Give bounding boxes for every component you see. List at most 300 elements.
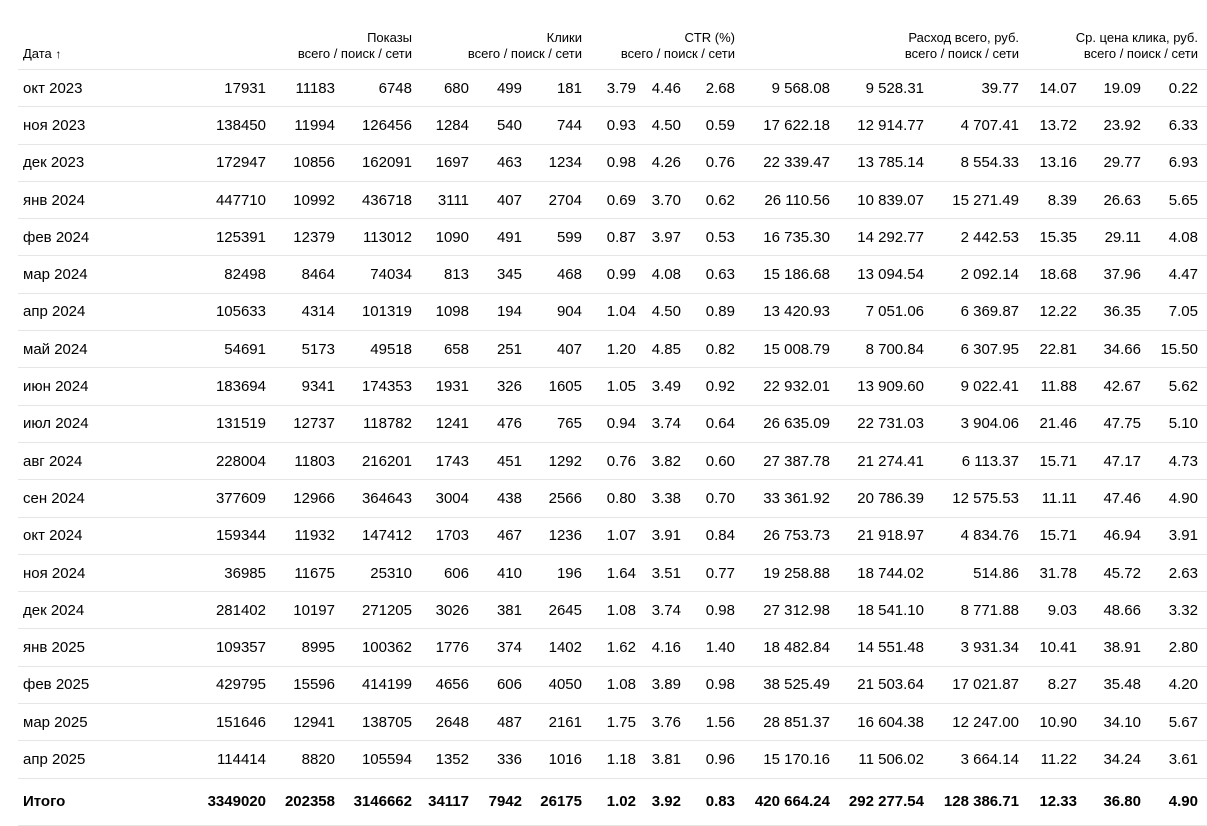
cell-value: 183694 — [128, 368, 275, 405]
cell-value: 0.70 — [690, 480, 744, 517]
cell-value: 74034 — [344, 256, 421, 293]
row-date: фев 2024 — [18, 219, 128, 256]
cell-value: 47.17 — [1086, 442, 1150, 479]
cell-value: 3.70 — [645, 181, 690, 218]
cell-value: 39.77 — [933, 70, 1028, 107]
cell-value: 9 568.08 — [744, 70, 839, 107]
row-date: Итого — [18, 778, 128, 825]
cell-value: 21 503.64 — [839, 666, 933, 703]
cell-value: 12 247.00 — [933, 704, 1028, 741]
cell-value: 3.38 — [645, 480, 690, 517]
cell-value: 4.73 — [1150, 442, 1207, 479]
row-date: апр 2025 — [18, 741, 128, 778]
cell-value: 11675 — [275, 554, 344, 591]
table-row — [18, 368, 1207, 405]
cell-value: 606 — [478, 666, 531, 703]
cell-value: 1284 — [421, 107, 478, 144]
cell-value: 125391 — [128, 219, 275, 256]
cell-value: 5.10 — [1150, 405, 1207, 442]
cell-value: 4.16 — [645, 629, 690, 666]
cell-value: 0.77 — [690, 554, 744, 591]
cell-value: 9 528.31 — [839, 70, 933, 107]
cell-value: 3.49 — [645, 368, 690, 405]
cell-value: 162091 — [344, 144, 421, 181]
table-row — [18, 181, 1207, 218]
cell-value: 1.62 — [591, 629, 645, 666]
cell-value: 0.80 — [591, 480, 645, 517]
cell-value: 4.50 — [645, 107, 690, 144]
cell-value: 0.89 — [690, 293, 744, 330]
cell-value: 680 — [421, 70, 478, 107]
cell-value: 34.66 — [1086, 331, 1150, 368]
cell-value: 7 051.06 — [839, 293, 933, 330]
cell-value: 476 — [478, 405, 531, 442]
cell-value: 345 — [478, 256, 531, 293]
cell-value: 216201 — [344, 442, 421, 479]
cell-value: 2645 — [531, 592, 591, 629]
cell-value: 3.51 — [645, 554, 690, 591]
cell-value: 6748 — [344, 70, 421, 107]
cell-value: 4314 — [275, 293, 344, 330]
cell-value: 4.90 — [1150, 778, 1207, 825]
cell-value: 4.08 — [1150, 219, 1207, 256]
cell-value: 26175 — [531, 778, 591, 825]
stats-table — [18, 30, 1207, 826]
cell-value: 12.33 — [1028, 778, 1086, 825]
cell-value: 6.33 — [1150, 107, 1207, 144]
cell-value: 10 839.07 — [839, 181, 933, 218]
cell-value: 467 — [478, 517, 531, 554]
cell-value: 14.07 — [1028, 70, 1086, 107]
cell-value: 1236 — [531, 517, 591, 554]
table-row — [18, 554, 1207, 591]
cell-value: 38 525.49 — [744, 666, 839, 703]
cell-value: 15.35 — [1028, 219, 1086, 256]
cell-value: 336 — [478, 741, 531, 778]
cell-value: 194 — [478, 293, 531, 330]
cell-value: 15596 — [275, 666, 344, 703]
table-row — [18, 629, 1207, 666]
cell-value: 5.62 — [1150, 368, 1207, 405]
cell-value: 514.86 — [933, 554, 1028, 591]
cell-value: 3 931.34 — [933, 629, 1028, 666]
cell-value: 0.83 — [690, 778, 744, 825]
cell-value: 15.50 — [1150, 331, 1207, 368]
cell-value: 6 307.95 — [933, 331, 1028, 368]
cell-value: 47.46 — [1086, 480, 1150, 517]
cell-value: 15.71 — [1028, 517, 1086, 554]
cell-value: 410 — [478, 554, 531, 591]
table-row — [18, 70, 1207, 107]
cell-value: 3.82 — [645, 442, 690, 479]
cell-value: 1743 — [421, 442, 478, 479]
cell-value: 0.62 — [690, 181, 744, 218]
cell-value: 12.22 — [1028, 293, 1086, 330]
cell-value: 1.08 — [591, 666, 645, 703]
sort-arrow-up-icon: ↑ — [55, 47, 62, 61]
cell-value: 17 622.18 — [744, 107, 839, 144]
cell-value: 11183 — [275, 70, 344, 107]
cell-value: 9.03 — [1028, 592, 1086, 629]
stats-table-container — [18, 30, 1207, 826]
cell-value: 34.24 — [1086, 741, 1150, 778]
cell-value: 196 — [531, 554, 591, 591]
row-date: июн 2024 — [18, 368, 128, 405]
cell-value: 13 909.60 — [839, 368, 933, 405]
cell-value: 35.48 — [1086, 666, 1150, 703]
cell-value: 3.74 — [645, 592, 690, 629]
cell-value: 49518 — [344, 331, 421, 368]
cell-value: 12 575.53 — [933, 480, 1028, 517]
cell-value: 4.90 — [1150, 480, 1207, 517]
cell-value: 138705 — [344, 704, 421, 741]
cell-value: 4.46 — [645, 70, 690, 107]
cell-value: 25310 — [344, 554, 421, 591]
cell-value: 8820 — [275, 741, 344, 778]
cell-value: 491 — [478, 219, 531, 256]
table-row — [18, 741, 1207, 778]
cell-value: 2.80 — [1150, 629, 1207, 666]
cell-value: 45.72 — [1086, 554, 1150, 591]
cell-value: 8995 — [275, 629, 344, 666]
cell-value: 0.76 — [591, 442, 645, 479]
cell-value: 100362 — [344, 629, 421, 666]
cell-value: 1.04 — [591, 293, 645, 330]
cell-value: 48.66 — [1086, 592, 1150, 629]
cell-value: 744 — [531, 107, 591, 144]
cell-value: 374 — [478, 629, 531, 666]
row-date: мар 2024 — [18, 256, 128, 293]
cell-value: 414199 — [344, 666, 421, 703]
cell-value: 1352 — [421, 741, 478, 778]
cell-value: 451 — [478, 442, 531, 479]
cell-value: 19.09 — [1086, 70, 1150, 107]
cell-value: 3026 — [421, 592, 478, 629]
cell-value: 499 — [478, 70, 531, 107]
cell-value: 113012 — [344, 219, 421, 256]
cell-value: 4.08 — [645, 256, 690, 293]
cell-value: 126456 — [344, 107, 421, 144]
cell-value: 1402 — [531, 629, 591, 666]
cell-value: 10.90 — [1028, 704, 1086, 741]
cell-value: 381 — [478, 592, 531, 629]
cell-value: 436718 — [344, 181, 421, 218]
cell-value: 2161 — [531, 704, 591, 741]
cell-value: 13.72 — [1028, 107, 1086, 144]
cell-value: 12379 — [275, 219, 344, 256]
cell-value: 36985 — [128, 554, 275, 591]
cell-value: 21 274.41 — [839, 442, 933, 479]
cell-value: 28 851.37 — [744, 704, 839, 741]
cell-value: 147412 — [344, 517, 421, 554]
cell-value: 4050 — [531, 666, 591, 703]
cell-value: 3.91 — [645, 517, 690, 554]
cell-value: 0.87 — [591, 219, 645, 256]
cell-value: 3.89 — [645, 666, 690, 703]
cell-value: 202358 — [275, 778, 344, 825]
cell-value: 438 — [478, 480, 531, 517]
cell-value: 15 186.68 — [744, 256, 839, 293]
cell-value: 18 482.84 — [744, 629, 839, 666]
cell-value: 4.26 — [645, 144, 690, 181]
cell-value: 0.22 — [1150, 70, 1207, 107]
cell-value: 101319 — [344, 293, 421, 330]
cell-value: 3111 — [421, 181, 478, 218]
cell-value: 429795 — [128, 666, 275, 703]
cell-value: 82498 — [128, 256, 275, 293]
cell-value: 128 386.71 — [933, 778, 1028, 825]
cell-value: 181 — [531, 70, 591, 107]
cell-value: 8.27 — [1028, 666, 1086, 703]
cell-value: 1241 — [421, 405, 478, 442]
cell-value: 159344 — [128, 517, 275, 554]
cell-value: 3.74 — [645, 405, 690, 442]
cell-value: 1.07 — [591, 517, 645, 554]
column-header-ctr[interactable]: CTR (%) всего / поиск / сети — [591, 30, 744, 70]
cell-value: 8 700.84 — [839, 331, 933, 368]
cell-value: 447710 — [128, 181, 275, 218]
cell-value: 27 387.78 — [744, 442, 839, 479]
table-row — [18, 144, 1207, 181]
cell-value: 11994 — [275, 107, 344, 144]
cell-value: 151646 — [128, 704, 275, 741]
cell-value: 13 785.14 — [839, 144, 933, 181]
cell-value: 8464 — [275, 256, 344, 293]
cell-value: 47.75 — [1086, 405, 1150, 442]
table-row — [18, 480, 1207, 517]
cell-value: 3146662 — [344, 778, 421, 825]
cell-value: 13 094.54 — [839, 256, 933, 293]
cell-value: 540 — [478, 107, 531, 144]
cell-value: 34.10 — [1086, 704, 1150, 741]
cell-value: 26 110.56 — [744, 181, 839, 218]
column-header-date[interactable]: Дата ↑ — [18, 30, 128, 70]
cell-value: 5.65 — [1150, 181, 1207, 218]
cell-value: 606 — [421, 554, 478, 591]
cell-value: 487 — [478, 704, 531, 741]
cell-value: 22 932.01 — [744, 368, 839, 405]
cell-value: 0.92 — [690, 368, 744, 405]
cell-value: 326 — [478, 368, 531, 405]
cell-value: 16 735.30 — [744, 219, 839, 256]
cell-value: 271205 — [344, 592, 421, 629]
cell-value: 468 — [531, 256, 591, 293]
cell-value: 2.63 — [1150, 554, 1207, 591]
cell-value: 19 258.88 — [744, 554, 839, 591]
cell-value: 12966 — [275, 480, 344, 517]
cell-value: 138450 — [128, 107, 275, 144]
cell-value: 29.77 — [1086, 144, 1150, 181]
cell-value: 0.59 — [690, 107, 744, 144]
table-row — [18, 331, 1207, 368]
cell-value: 14 551.48 — [839, 629, 933, 666]
cell-value: 1.02 — [591, 778, 645, 825]
table-row — [18, 592, 1207, 629]
row-date: дек 2023 — [18, 144, 128, 181]
cell-value: 18 744.02 — [839, 554, 933, 591]
cell-value: 0.94 — [591, 405, 645, 442]
cell-value: 10992 — [275, 181, 344, 218]
cell-value: 420 664.24 — [744, 778, 839, 825]
cell-value: 1703 — [421, 517, 478, 554]
cell-value: 172947 — [128, 144, 275, 181]
cell-value: 0.99 — [591, 256, 645, 293]
cell-value: 3 664.14 — [933, 741, 1028, 778]
cell-value: 11803 — [275, 442, 344, 479]
cell-value: 54691 — [128, 331, 275, 368]
cell-value: 118782 — [344, 405, 421, 442]
cell-value: 1.08 — [591, 592, 645, 629]
cell-value: 10197 — [275, 592, 344, 629]
cell-value: 11.22 — [1028, 741, 1086, 778]
cell-value: 3.61 — [1150, 741, 1207, 778]
cell-value: 3.32 — [1150, 592, 1207, 629]
cell-value: 1098 — [421, 293, 478, 330]
cell-value: 1016 — [531, 741, 591, 778]
cell-value: 12737 — [275, 405, 344, 442]
cell-value: 13.16 — [1028, 144, 1086, 181]
cell-value: 1.64 — [591, 554, 645, 591]
cell-value: 0.60 — [690, 442, 744, 479]
cell-value: 463 — [478, 144, 531, 181]
row-date: дек 2024 — [18, 592, 128, 629]
cell-value: 31.78 — [1028, 554, 1086, 591]
cell-value: 12 914.77 — [839, 107, 933, 144]
cell-value: 1931 — [421, 368, 478, 405]
table-row — [18, 704, 1207, 741]
cell-value: 1.18 — [591, 741, 645, 778]
cell-value: 4.85 — [645, 331, 690, 368]
cell-value: 10856 — [275, 144, 344, 181]
row-date: ноя 2024 — [18, 554, 128, 591]
cell-value: 109357 — [128, 629, 275, 666]
table-row — [18, 666, 1207, 703]
column-header-spend[interactable]: Расход всего, руб. всего / поиск / сети — [744, 30, 1028, 70]
cell-value: 15 008.79 — [744, 331, 839, 368]
cell-value: 5173 — [275, 331, 344, 368]
cell-value: 105594 — [344, 741, 421, 778]
cell-value: 1.56 — [690, 704, 744, 741]
cell-value: 377609 — [128, 480, 275, 517]
cell-value: 3.92 — [645, 778, 690, 825]
row-date: янв 2025 — [18, 629, 128, 666]
table-row — [18, 442, 1207, 479]
cell-value: 17931 — [128, 70, 275, 107]
cell-value: 7942 — [478, 778, 531, 825]
cell-value: 407 — [478, 181, 531, 218]
row-date: окт 2024 — [18, 517, 128, 554]
cell-value: 2.68 — [690, 70, 744, 107]
table-row — [18, 405, 1207, 442]
cell-value: 11.11 — [1028, 480, 1086, 517]
table-row — [18, 517, 1207, 554]
table-row-total — [18, 778, 1207, 825]
cell-value: 11.88 — [1028, 368, 1086, 405]
row-date: сен 2024 — [18, 480, 128, 517]
cell-value: 8 771.88 — [933, 592, 1028, 629]
cell-value: 3.79 — [591, 70, 645, 107]
cell-value: 0.63 — [690, 256, 744, 293]
cell-value: 27 312.98 — [744, 592, 839, 629]
cell-value: 21.46 — [1028, 405, 1086, 442]
cell-value: 3.97 — [645, 219, 690, 256]
cell-value: 1.20 — [591, 331, 645, 368]
cell-value: 7.05 — [1150, 293, 1207, 330]
cell-value: 10.41 — [1028, 629, 1086, 666]
cell-value: 2 092.14 — [933, 256, 1028, 293]
column-header-impressions[interactable]: Показы всего / поиск / сети — [275, 30, 421, 70]
cell-value: 26.63 — [1086, 181, 1150, 218]
cell-value: 3 904.06 — [933, 405, 1028, 442]
cell-value: 29.11 — [1086, 219, 1150, 256]
cell-value: 281402 — [128, 592, 275, 629]
row-date: май 2024 — [18, 331, 128, 368]
cell-value: 4.47 — [1150, 256, 1207, 293]
cell-value: 2566 — [531, 480, 591, 517]
table-header-row — [18, 30, 1207, 70]
cell-value: 251 — [478, 331, 531, 368]
table-row — [18, 293, 1207, 330]
cell-value: 42.67 — [1086, 368, 1150, 405]
cell-value: 4.50 — [645, 293, 690, 330]
table-row — [18, 107, 1207, 144]
cell-value: 1605 — [531, 368, 591, 405]
cell-value: 4 707.41 — [933, 107, 1028, 144]
cell-value: 18.68 — [1028, 256, 1086, 293]
cell-value: 1776 — [421, 629, 478, 666]
cell-value: 16 604.38 — [839, 704, 933, 741]
cell-value: 36.80 — [1086, 778, 1150, 825]
cell-value: 5.67 — [1150, 704, 1207, 741]
cell-value: 3349020 — [128, 778, 275, 825]
cell-value: 2 442.53 — [933, 219, 1028, 256]
row-date: окт 2023 — [18, 70, 128, 107]
cell-value: 6 369.87 — [933, 293, 1028, 330]
cell-value: 4656 — [421, 666, 478, 703]
cell-value: 13 420.93 — [744, 293, 839, 330]
cell-value: 3.81 — [645, 741, 690, 778]
cell-value: 0.82 — [690, 331, 744, 368]
column-header-clicks[interactable]: Клики всего / поиск / сети — [421, 30, 591, 70]
cell-value: 21 918.97 — [839, 517, 933, 554]
cell-value: 114414 — [128, 741, 275, 778]
cell-value: 8 554.33 — [933, 144, 1028, 181]
cell-value: 0.69 — [591, 181, 645, 218]
row-date: янв 2024 — [18, 181, 128, 218]
cell-value: 0.53 — [690, 219, 744, 256]
cell-value: 1.40 — [690, 629, 744, 666]
cell-value: 8.39 — [1028, 181, 1086, 218]
cell-value: 0.76 — [690, 144, 744, 181]
cell-value: 14 292.77 — [839, 219, 933, 256]
cell-value: 228004 — [128, 442, 275, 479]
row-date: авг 2024 — [18, 442, 128, 479]
column-header-cpc[interactable]: Ср. цена клика, руб. всего / поиск / сети — [1028, 30, 1207, 70]
cell-value: 9341 — [275, 368, 344, 405]
cell-value: 37.96 — [1086, 256, 1150, 293]
cell-value: 22 339.47 — [744, 144, 839, 181]
cell-value: 904 — [531, 293, 591, 330]
cell-value: 599 — [531, 219, 591, 256]
row-date: апр 2024 — [18, 293, 128, 330]
cell-value: 3.76 — [645, 704, 690, 741]
cell-value: 6.93 — [1150, 144, 1207, 181]
table-row — [18, 219, 1207, 256]
row-date: ноя 2023 — [18, 107, 128, 144]
cell-value: 1.75 — [591, 704, 645, 741]
cell-value: 1697 — [421, 144, 478, 181]
cell-value: 0.98 — [591, 144, 645, 181]
